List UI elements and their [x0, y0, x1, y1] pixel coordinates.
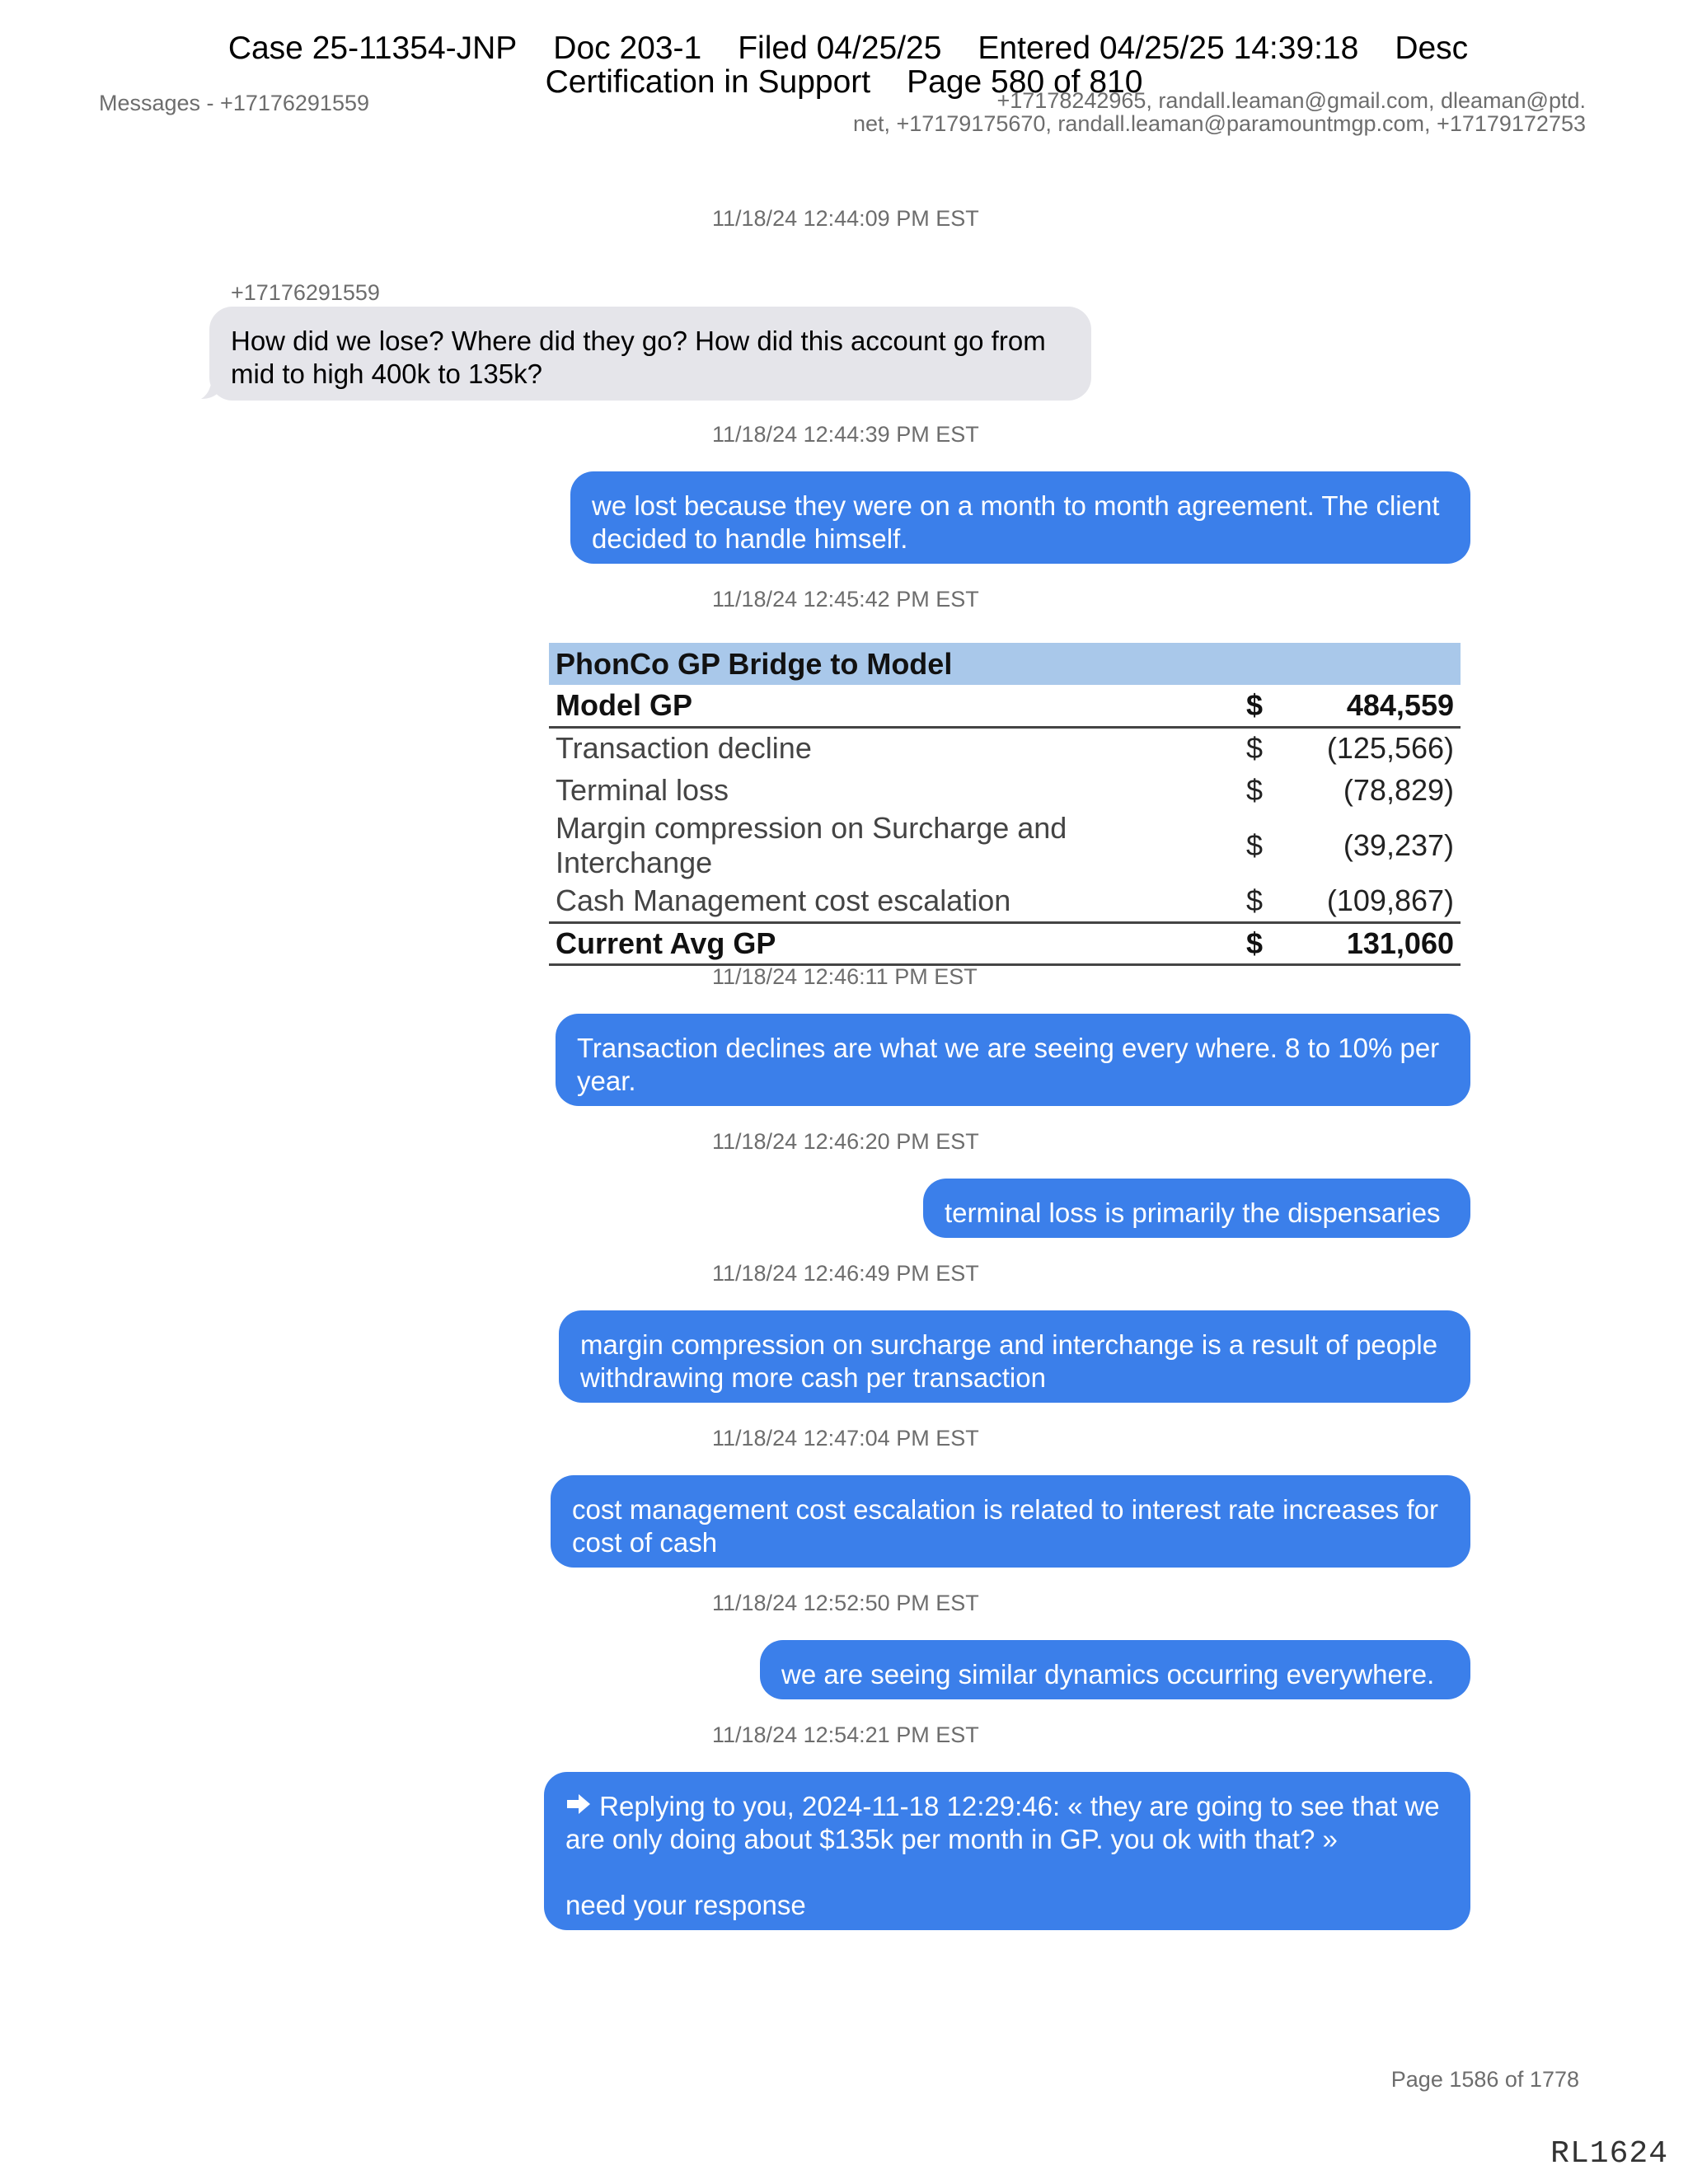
- message-timestamp: 11/18/24 12:45:42 PM EST: [712, 587, 979, 612]
- outgoing-message-bubble: [923, 1179, 1470, 1238]
- outgoing-message-bubble: [570, 471, 1470, 564]
- row-amount: (78,829): [1343, 772, 1454, 807]
- desc-label: Desc: [1395, 30, 1469, 66]
- gp-bridge-table-image: [549, 643, 1461, 966]
- row-currency: $: [1245, 687, 1264, 722]
- court-header-line1: [0, 31, 1688, 65]
- case-number: Case 25-11354-JNP: [227, 30, 518, 66]
- message-text: decided to handle himself.: [592, 523, 908, 554]
- table-row: [549, 880, 1461, 922]
- row-label: Model GP: [556, 687, 693, 722]
- row-currency: $: [1245, 828, 1264, 862]
- message-timestamp: 11/18/24 12:52:50 PM EST: [712, 1591, 979, 1615]
- message-timestamp: 11/18/24 12:46:20 PM EST: [712, 1129, 979, 1154]
- page-number: Page 1586 of 1778: [1390, 2067, 1579, 2092]
- message-text: How did we lose? Where did they go? How did this account go from: [231, 326, 1046, 356]
- filed-date: Filed 04/25/25: [738, 30, 942, 66]
- message-timestamp: 11/18/24 12:44:39 PM EST: [712, 422, 979, 447]
- message-text: we are seeing similar dynamics occurring everywhere.: [781, 1659, 1435, 1690]
- message-text: [565, 1790, 1449, 1823]
- message-text: terminal loss is primarily the dispensaries: [945, 1197, 1441, 1228]
- message-text: year.: [577, 1066, 636, 1096]
- row-currency: $: [1230, 727, 1279, 769]
- row-label: Cash Management cost escalation: [556, 883, 1011, 917]
- message-text: are only doing about $135k per month in GP. you ok with that? »: [565, 1824, 1338, 1854]
- right-arrow-icon: [565, 1793, 592, 1816]
- message-text: mid to high 400k to 135k?: [231, 359, 542, 389]
- message-timestamp: 11/18/24 12:46:11 PM EST: [712, 964, 978, 989]
- row-currency: $: [1230, 922, 1279, 964]
- row-amount: (109,867): [1326, 883, 1454, 917]
- table-row: [549, 727, 1461, 769]
- table-row: [549, 769, 1461, 811]
- doc-number: Doc 203-1: [553, 30, 702, 66]
- message-text: withdrawing more cash per transaction: [580, 1362, 1046, 1393]
- outgoing-message-bubble: [760, 1640, 1470, 1699]
- row-label: Margin compression on Surcharge and Interchange: [556, 811, 1067, 879]
- entered-date: Entered 04/25/25 14:39:18: [978, 30, 1359, 66]
- message-timestamp: 11/18/24 12:47:04 PM EST: [712, 1426, 979, 1451]
- table-title: PhonCo GP Bridge to Model: [549, 643, 1461, 685]
- table-title-row: [549, 643, 1461, 685]
- participants-line: net, +17179175670, randall.leaman@paramountmgp.com, +17179172753: [852, 111, 1586, 136]
- row-amount: 131,060: [1279, 922, 1461, 964]
- message-text: cost management cost escalation is related to interest rate increases for: [572, 1494, 1439, 1525]
- outgoing-message-bubble: [556, 1014, 1470, 1106]
- row-amount: (39,237): [1343, 828, 1454, 862]
- row-currency: $: [1245, 772, 1264, 807]
- table-row: [549, 685, 1461, 727]
- outgoing-message-bubble: [551, 1475, 1470, 1568]
- message-timestamp: 11/18/24 12:44:09 PM EST: [712, 206, 979, 231]
- row-amount: 484,559: [1346, 687, 1454, 722]
- reply-quote-text: Replying to you, 2024-11-18 12:29:46: « they are going to see that we: [599, 1791, 1440, 1821]
- incoming-message-bubble: [209, 307, 1091, 401]
- conversation-participants: [762, 89, 1586, 135]
- row-currency: $: [1245, 883, 1264, 917]
- message-timestamp: 11/18/24 12:54:21 PM EST: [712, 1722, 979, 1747]
- row-amount: (125,566): [1279, 727, 1461, 769]
- table-row: [549, 811, 1461, 880]
- outgoing-reply-message-bubble: [544, 1772, 1470, 1930]
- conversation-title: Messages - +17176291559: [99, 91, 369, 115]
- row-label: Transaction decline: [549, 727, 1230, 769]
- bates-number: RL1624: [1550, 2136, 1668, 2172]
- message-timestamp: 11/18/24 12:46:49 PM EST: [712, 1261, 979, 1286]
- table-row: [549, 922, 1461, 964]
- court-page-number: Page 580 of 810: [907, 64, 1143, 100]
- message-text: Transaction declines are what we are seeing every where. 8 to 10% per: [577, 1033, 1440, 1063]
- participants-line: +17178242965, randall.leaman@gmail.com, dleaman@ptd.: [996, 88, 1586, 113]
- outgoing-message-bubble: [559, 1310, 1470, 1403]
- blank-line: [565, 1856, 1449, 1889]
- row-label: Current Avg GP: [549, 922, 1230, 964]
- message-text: need your response: [565, 1890, 806, 1920]
- message-text: margin compression on surcharge and interchange is a result of people: [580, 1329, 1438, 1360]
- doc-description: Certification in Support: [545, 64, 871, 100]
- message-text: we lost because they were on a month to month agreement. The client: [592, 490, 1440, 521]
- message-sender: +17176291559: [231, 280, 380, 305]
- row-label: Terminal loss: [556, 772, 729, 807]
- message-text: cost of cash: [572, 1527, 718, 1558]
